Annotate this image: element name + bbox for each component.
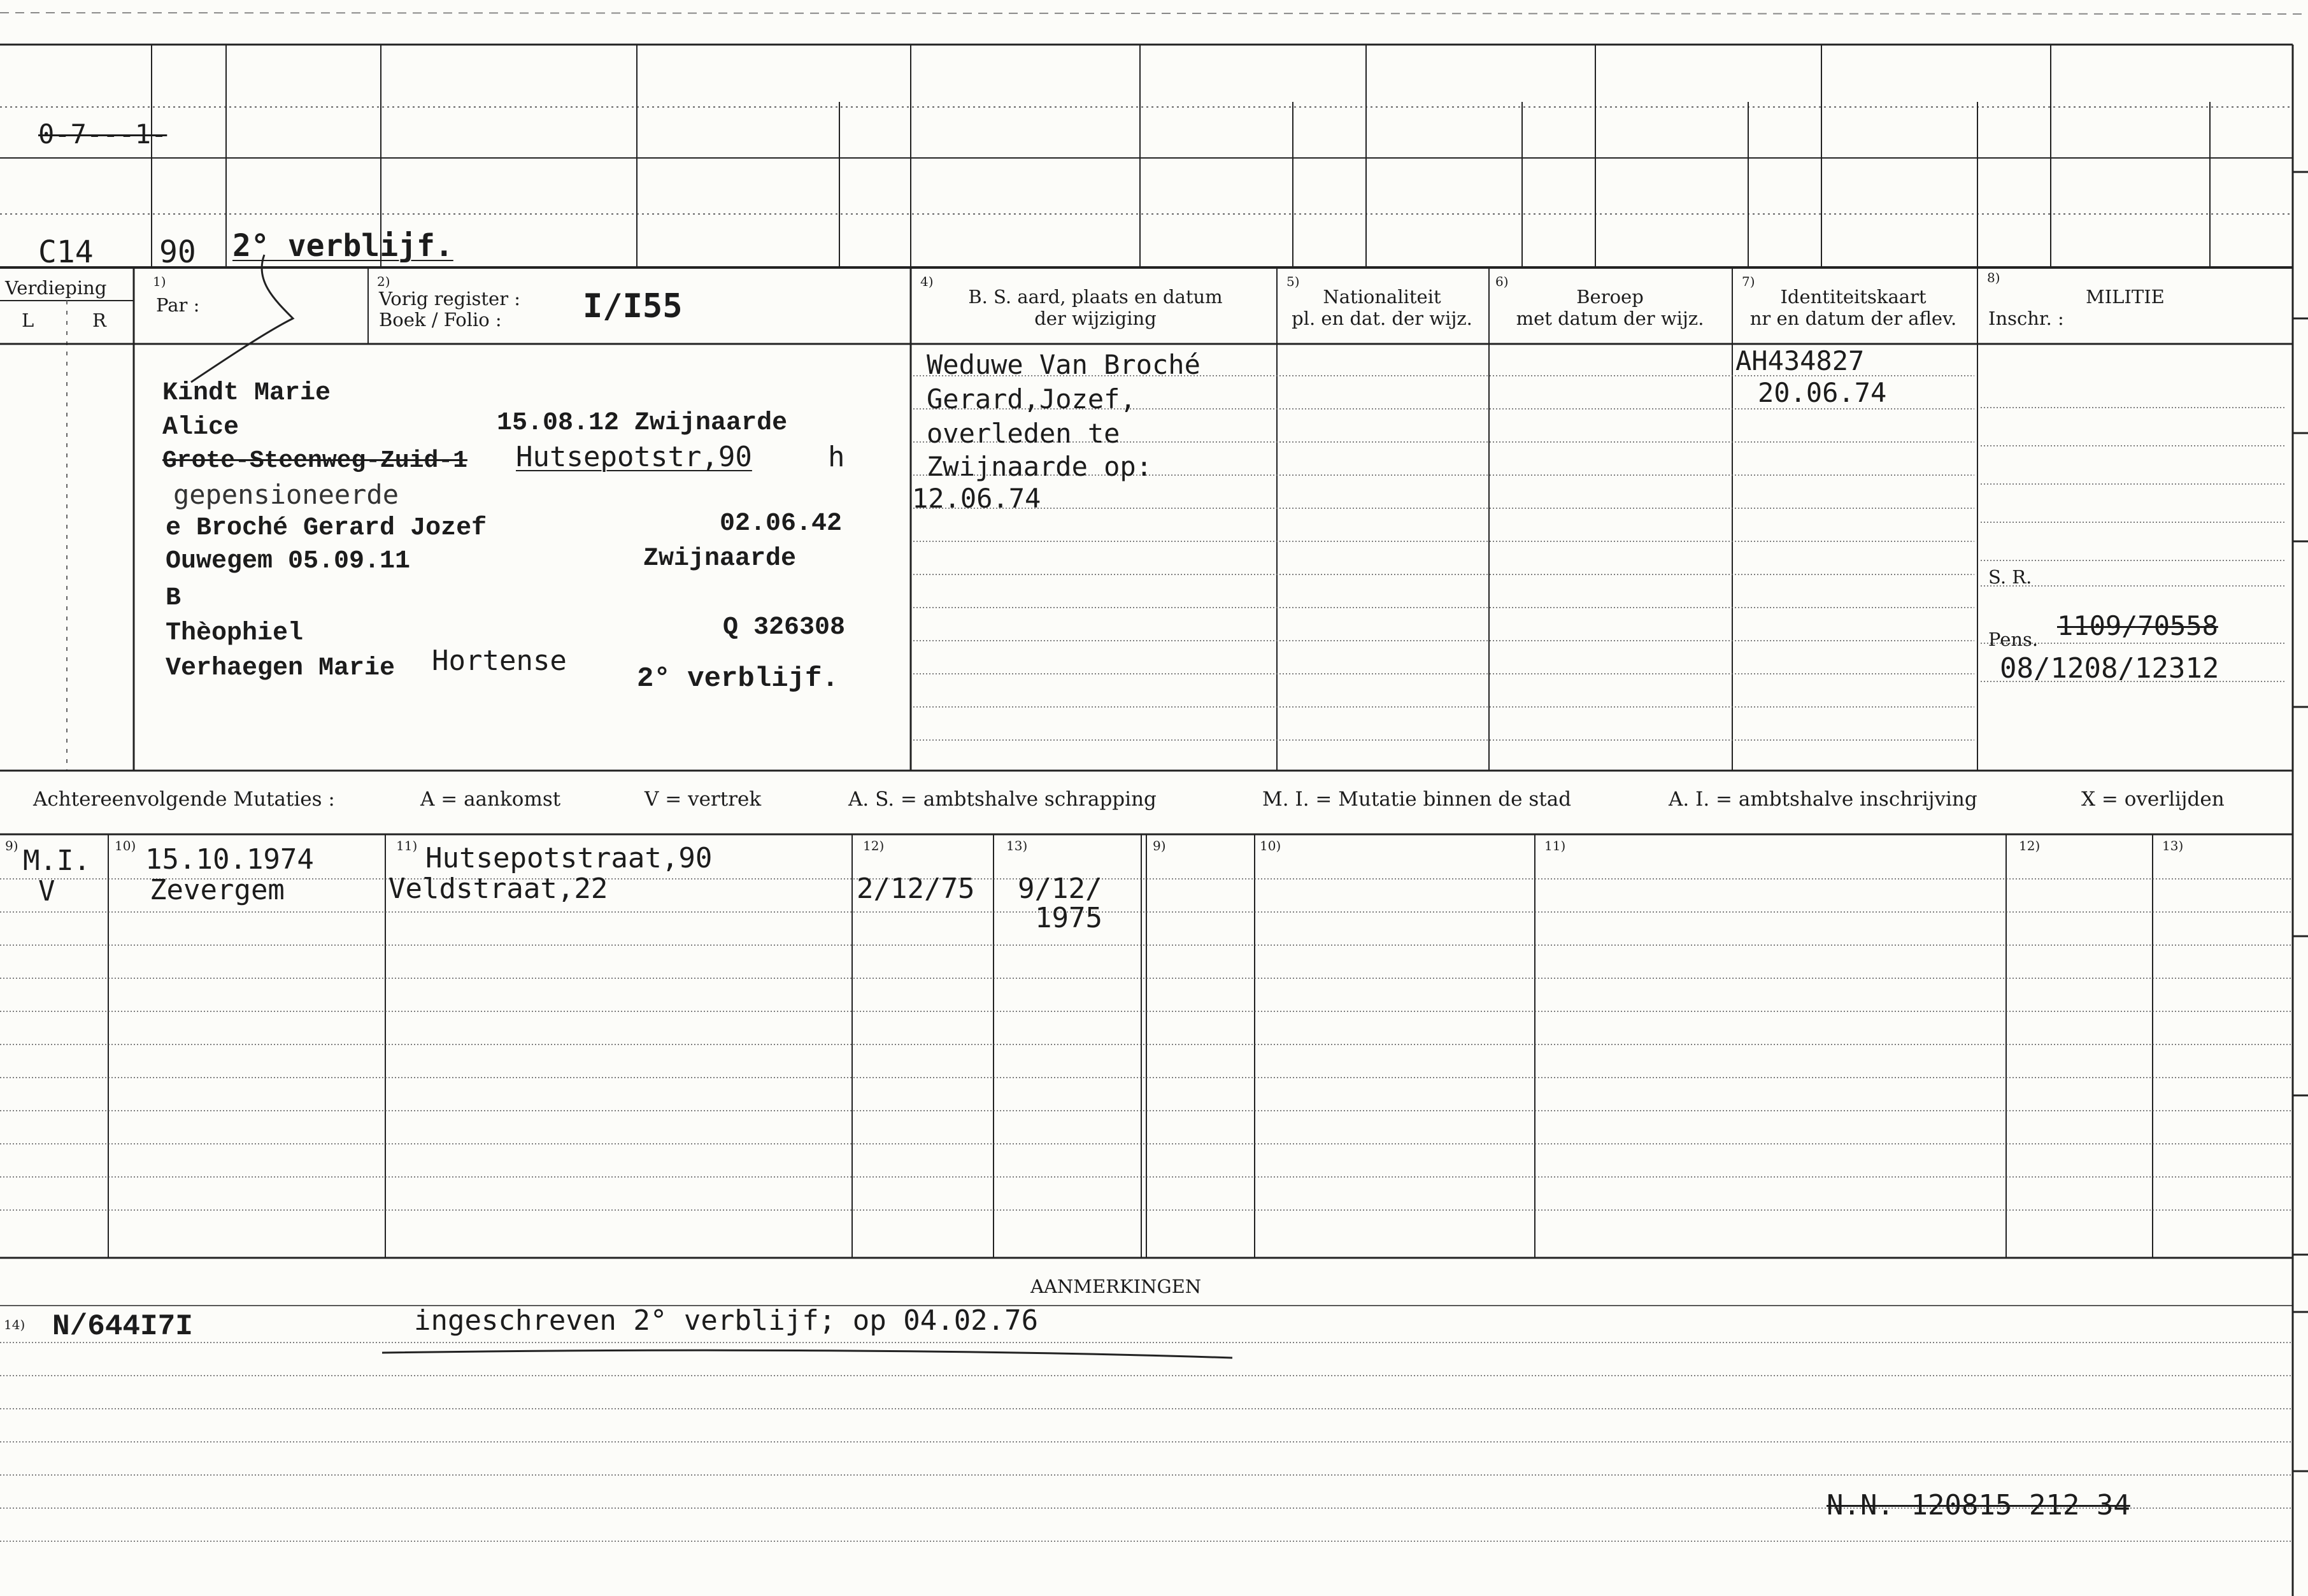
person-mother-2: Hortense — [432, 645, 567, 677]
national-number: N.N. 120815 212 34 — [1827, 1489, 2130, 1521]
top-code-verblijf: 2° verblijf. — [232, 228, 453, 264]
header-bs-2: der wijziging — [1034, 308, 1157, 329]
top-code-90: 90 — [159, 234, 196, 270]
aanmerkingen-title: AANMERKINGEN — [1030, 1276, 1202, 1297]
mut-num-13a: 13) — [1006, 838, 1028, 853]
mutation-2-type: V — [38, 875, 55, 908]
header-militie: MILITIE — [2086, 286, 2165, 308]
mutation-2-date-13a: 9/12/ — [1018, 873, 1102, 905]
legend-as: A. S. = ambtshalve schrapping — [848, 788, 1157, 811]
pen-stroke — [191, 255, 293, 382]
mutation-2-date-12: 2/12/75 — [857, 873, 975, 905]
mutation-2-date-13b: 1975 — [1035, 902, 1102, 934]
vorig-register-value: I/I55 — [583, 287, 683, 325]
label-sr: S. R. — [1988, 566, 2032, 588]
header-vorig-num: 2) — [377, 274, 390, 289]
bs-line-1: Weduwe Van Broché — [927, 349, 1200, 380]
mutation-1-type: M.I. — [23, 844, 90, 877]
header-nat-num: 5) — [1286, 274, 1300, 289]
header-l: L — [22, 310, 34, 331]
header-verdieping: Verdieping — [5, 277, 107, 299]
header-vorig-register: Vorig register : — [379, 288, 521, 310]
person-first-name: Alice — [162, 413, 239, 442]
header-bs-num: 4) — [920, 274, 934, 289]
id-card-date: 20.06.74 — [1758, 377, 1887, 408]
mut-num-11a: 11) — [396, 838, 418, 853]
aanmerkingen-code: N/644I7I — [52, 1310, 193, 1343]
label-pens: Pens. — [1988, 629, 2039, 650]
top-code-c14: C14 — [38, 234, 94, 270]
person-address: Hutsepotstr,90 — [516, 441, 752, 473]
mut-num-10a: 10) — [115, 838, 136, 853]
mut-num-10b: 10) — [1260, 838, 1281, 853]
header-ber-1: Beroep — [1576, 286, 1644, 308]
legend-title: Achtereenvolgende Mutaties : — [33, 788, 335, 811]
top-code-struck: 0-7---1- — [38, 118, 167, 150]
mutation-1-street: Hutsepotstraat,90 — [425, 842, 713, 874]
pens-new: 08/1208/12312 — [2000, 652, 2219, 685]
person-q-number: Q 326308 — [723, 613, 846, 642]
mut-num-11b: 11) — [1544, 838, 1566, 853]
person-spouse: e Broché Gerard Jozef — [166, 514, 487, 543]
legend-ai: A. I. = ambtshalve inschrijving — [1669, 788, 1977, 811]
person-occupation: gepensioneerde — [173, 479, 399, 510]
bs-line-2: Gerard,Jozef, — [927, 383, 1136, 415]
header-id-num: 7) — [1742, 274, 1755, 289]
aanmerkingen-text: ingeschreven 2° verblijf; op 04.02.76 — [414, 1304, 1039, 1337]
header-par: Par : — [156, 294, 200, 316]
header-boek-folio: Boek / Folio : — [379, 309, 502, 331]
legend-a: A = aankomst — [420, 788, 561, 811]
header-id-1: Identiteitskaart — [1780, 286, 1927, 308]
header-mil-num: 8) — [1987, 270, 2000, 285]
mut-num-13b: 13) — [2162, 838, 2184, 853]
person-birth: 15.08.12 Zwijnaarde — [497, 409, 788, 438]
bs-line-4: Zwijnaarde op: — [927, 451, 1153, 482]
person-name: Kindt Marie — [162, 379, 331, 408]
legend-v: V = vertrek — [645, 788, 762, 811]
person-spouse-birth: Ouwegem 05.09.11 — [166, 547, 411, 576]
legend-mi: M. I. = Mutatie binnen de stad — [1262, 788, 1572, 811]
mutation-1-date: 15.10.1974 — [145, 843, 314, 876]
aanmerkingen-num: 14) — [4, 1317, 25, 1332]
id-card-number: AH434827 — [1735, 345, 1865, 376]
person-address-tail: h — [828, 441, 845, 473]
pens-old: 1109/70558 — [2057, 610, 2218, 641]
bs-line-3: overleden te — [927, 418, 1120, 449]
mutation-2-place: Zevergem — [150, 874, 285, 906]
header-par-num: 1) — [153, 274, 166, 289]
header-r: R — [92, 310, 106, 331]
bs-line-5: 12.06.74 — [912, 483, 1041, 514]
person-mother: Verhaegen Marie — [166, 654, 395, 683]
mut-num-12b: 12) — [2019, 838, 2041, 853]
header-inschr: Inschr. : — [1988, 308, 2064, 329]
grid-line — [0, 13, 2308, 14]
header-id-2: nr en datum der aflev. — [1749, 308, 1957, 329]
pen-stroke — [382, 1350, 1232, 1358]
mut-num-12a: 12) — [863, 838, 885, 853]
person-old-address: Grote-Steenweg-Zuid-1 — [162, 447, 467, 474]
person-verblijf: 2° verblijf. — [637, 663, 839, 695]
person-father: Thèophiel — [166, 619, 304, 648]
header-ber-2: met datum der wijz. — [1516, 308, 1704, 329]
legend-x: X = overlijden — [2081, 788, 2225, 811]
person-spouse-place: Zwijnaarde — [643, 545, 797, 573]
mut-num-9b: 9) — [1153, 838, 1166, 853]
person-spouse-date: 02.06.42 — [720, 509, 843, 538]
header-nat-2: pl. en dat. der wijz. — [1292, 308, 1472, 329]
person-b: B — [166, 584, 182, 613]
header-bs-1: B. S. aard, plaats en datum — [968, 286, 1223, 308]
mut-num-9a: 9) — [5, 838, 18, 853]
header-ber-num: 6) — [1495, 274, 1509, 289]
header-nat-1: Nationaliteit — [1323, 286, 1441, 308]
mutation-2-street: Veldstraat,22 — [388, 873, 608, 905]
